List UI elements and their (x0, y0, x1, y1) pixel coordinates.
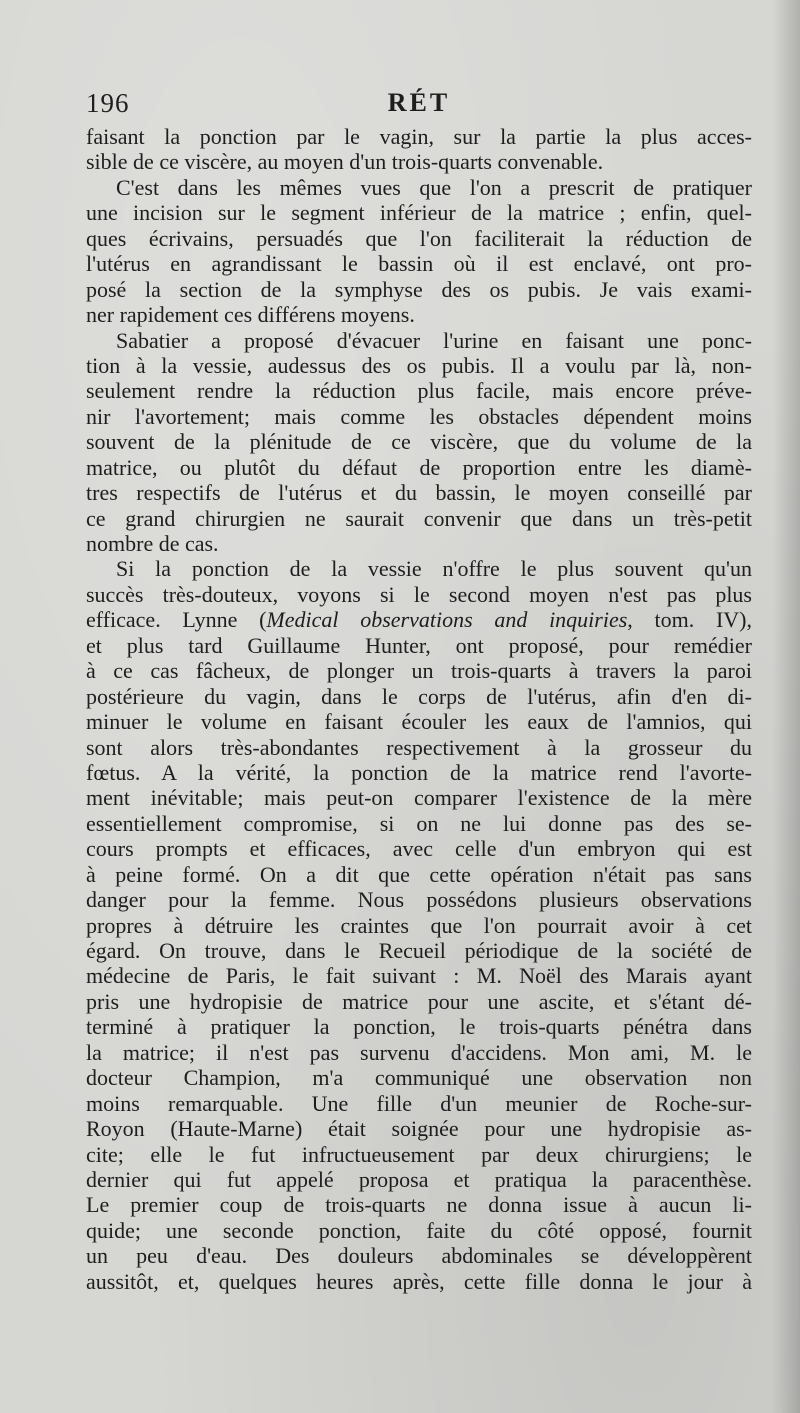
text-line: cite; elle le fut infructueusement par deux chirurgiens; le (86, 1141, 752, 1167)
running-head (86, 88, 752, 122)
text-line: cours prompts et efficaces, avec celle d'un embryon qui est (86, 836, 752, 862)
text-line: à ce cas fâcheux, de plonger un trois-quarts à travers la paroi (86, 658, 752, 684)
text-line: ment inévitable; mais peut-on comparer l'existence de la mère (86, 785, 752, 811)
text-line: dernier qui fut appelé proposa et pratiqua la paracenthèse. (86, 1166, 752, 1192)
text-line: souvent de la plénitude de ce viscère, que du volume de la (86, 429, 752, 455)
text-line: ce grand chirurgien ne saurait convenir que dans un très-petit (86, 505, 752, 531)
text-line: docteur Champion, m'a communiqué une observation non (86, 1065, 752, 1091)
text-line: l'utérus en agrandissant le bassin où il est enclavé, ont pro- (86, 251, 752, 277)
text-line: essentiellement compromise, si on ne lui donne pas des se- (86, 810, 752, 836)
text-line: fœtus. A la vérité, la ponction de la matrice rend l'avorte- (86, 759, 752, 785)
text-line: et plus tard Guillaume Hunter, ont proposé, pour remédier (86, 632, 752, 658)
text-line: sible de ce viscère, au moyen d'un trois-quarts convenable. (86, 149, 604, 175)
text-line: postérieure du vagin, dans le corps de l'utérus, afin d'en di- (86, 683, 752, 709)
text-line: seulement rendre la réduction plus facile, mais encore préve- (86, 378, 752, 404)
text-line: danger pour la femme. Nous possédons plusieurs observations (86, 887, 752, 913)
text-line: médecine de Paris, le fait suivant : M. Noël des Marais ayant (86, 963, 752, 989)
text-line: succès très-douteux, voyons si le second moyen n'est pas plus (86, 581, 752, 607)
text-line: tres respectifs de l'utérus et du bassin, le moyen conseillé par (86, 480, 752, 506)
cited-work-title: Medical observations and inquiries (266, 607, 628, 633)
text-line: nir l'avortement; mais comme les obstacles dépendent moins (86, 403, 752, 429)
text-line: la matrice; il n'est pas survenu d'accidens. Mon ami, M. le (86, 1039, 752, 1065)
text-line: tion à la vessie, audessus des os pubis. Il a voulu par là, non- (86, 352, 752, 378)
text-segment: ), (739, 607, 752, 633)
volume-number: IV (715, 607, 740, 633)
text-line: minuer le volume en faisant écouler les eaux de l'amnios, qui (86, 709, 752, 735)
text-line: propres à détruire les craintes que l'on pourrait avoir à cet (86, 912, 752, 938)
page-number: 196 (86, 88, 130, 118)
text-line: un peu d'eau. Des douleurs abdominales se développèrent (86, 1243, 752, 1269)
text-line: matrice, ou plutôt du défaut de proportion entre les diamè- (86, 454, 752, 480)
text-line: Si la ponction de la vessie n'offre le plus souvent qu'un (116, 556, 752, 582)
body-text (86, 124, 752, 1294)
text-line: aussitôt, et, quelques heures après, cette fille donna le jour à (86, 1268, 752, 1294)
text-line: Le premier coup de trois-quarts ne donna issue à aucun li- (86, 1192, 752, 1218)
page-edge-shadow (772, 0, 800, 1413)
text-segment: efficace. Lynne ( (86, 607, 267, 633)
text-segment: , tom. (627, 607, 716, 633)
text-line: ner rapidement ces différens moyens. (86, 302, 415, 328)
text-line: Sabatier a proposé d'évacuer l'urine en faisant une ponc- (116, 327, 752, 353)
text-line: C'est dans les mêmes vues que l'on a prescrit de pratiquer (116, 174, 752, 200)
text-line: nombre de cas. (86, 531, 219, 556)
text-line: Royon (Haute-Marne) était soignée pour une hydropisie as- (86, 1116, 752, 1142)
running-title: RÉT (387, 88, 451, 117)
text-line: égard. On trouve, dans le Recueil périodique de la société de (86, 938, 752, 963)
text-line: posé la section de la symphyse des os pubis. Je vais exami- (86, 276, 752, 302)
text-line: ques écrivains, persuadés que l'on faciliterait la réduction de (86, 225, 752, 251)
text-line: quide; une seconde ponction, faite du côté opposé, fournit (86, 1217, 752, 1243)
text-line (86, 607, 752, 632)
text-line: faisant la ponction par le vagin, sur la partie la plus acces- (86, 124, 752, 149)
text-line: terminé à pratiquer la ponction, le trois-quarts pénétra dans (86, 1014, 752, 1040)
text-line: à peine formé. On a dit que cette opération n'était pas sans (86, 861, 752, 887)
text-line: pris une hydropisie de matrice pour une ascite, et s'étant dé- (86, 988, 752, 1014)
text-line: sont alors très-abondantes respectivement à la grosseur du (86, 734, 752, 760)
text-line: une incision sur le segment inférieur de la matrice ; enfin, quel- (86, 200, 752, 226)
text-line: moins remarquable. Une fille d'un meunier de Roche-sur- (86, 1090, 752, 1116)
